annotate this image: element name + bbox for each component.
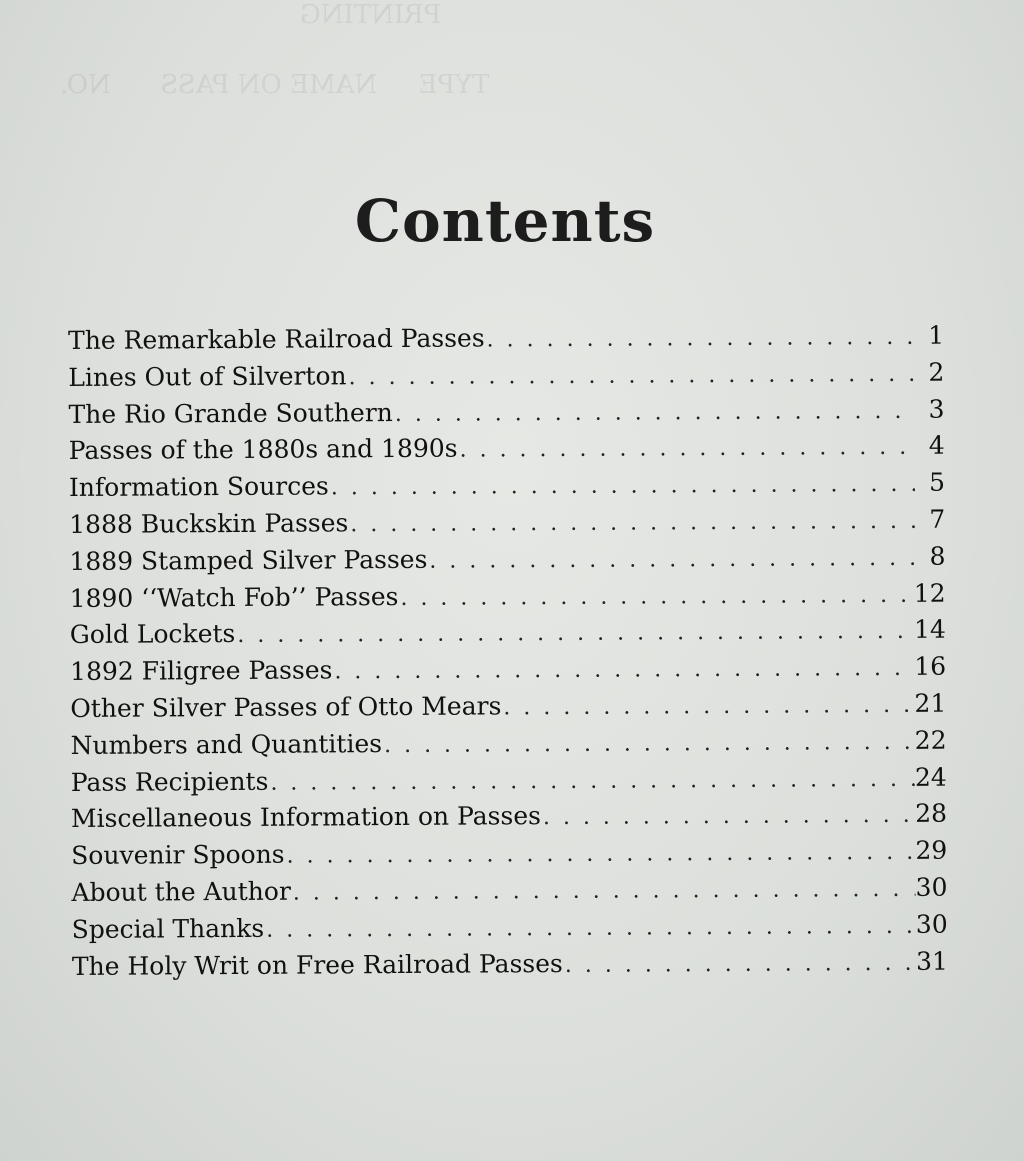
toc-entry-page-number: 14 xyxy=(913,615,946,645)
toc-entry xyxy=(69,468,945,510)
toc-dot-leader xyxy=(395,398,915,426)
toc-entry-title: The Holy Writ on Free Railroad Passes xyxy=(71,948,563,981)
toc-entry-title: Pass Recipients xyxy=(70,766,269,797)
toc-dot-leader xyxy=(487,325,915,353)
toc-entry-title: The Rio Grande Southern xyxy=(68,397,393,429)
toc-dot-leader xyxy=(543,803,915,830)
toc-dot-leader xyxy=(287,840,916,869)
toc-entry-title: Lines Out of Silverton xyxy=(68,361,347,392)
toc-dot-leader xyxy=(565,950,916,977)
toc-entry xyxy=(71,836,947,878)
toc-dot-leader xyxy=(293,877,916,906)
toc-entry xyxy=(68,321,944,363)
toc-entry xyxy=(70,652,946,694)
show-through-text: TYPE NAME ON PASS NO. xyxy=(60,70,490,100)
toc-dot-leader xyxy=(349,362,915,390)
toc-entry-title: Other Silver Passes of Otto Mears xyxy=(70,691,502,723)
toc-entry-title: 1890 ‘‘Watch Fob’’ Passes xyxy=(69,581,399,613)
toc-entry-title: The Remarkable Railroad Passes xyxy=(68,323,485,355)
toc-entry-title: 1892 Filigree Passes xyxy=(70,655,333,687)
toc-entry-page-number: 29 xyxy=(915,835,948,865)
toc-entry-title: Gold Lockets xyxy=(69,619,236,650)
toc-entry-page-number: 7 xyxy=(929,504,946,534)
toc-dot-leader xyxy=(350,509,915,537)
toc-entry xyxy=(70,725,946,767)
toc-entry-page-number: 21 xyxy=(914,688,947,718)
toc-entry xyxy=(69,541,945,583)
show-through-text: PRINTING xyxy=(300,0,442,30)
toc-entry xyxy=(68,394,944,436)
toc-dot-leader xyxy=(384,730,915,758)
toc-entry xyxy=(70,615,946,657)
toc-entry-page-number: 30 xyxy=(915,872,948,902)
toc-entry-page-number: 1 xyxy=(928,320,945,350)
toc-entry-title: Souvenir Spoons xyxy=(71,839,285,871)
toc-entry-page-number: 28 xyxy=(915,798,948,829)
toc-entry xyxy=(72,946,948,988)
toc-dot-leader xyxy=(270,766,915,795)
toc-entry xyxy=(71,873,947,915)
toc-dot-leader xyxy=(266,914,916,943)
toc-dot-leader xyxy=(503,693,914,721)
toc-entry-title: 1889 Stamped Silver Passes xyxy=(69,544,428,576)
toc-dot-leader xyxy=(400,582,914,610)
toc-entry xyxy=(70,578,946,620)
toc-entry-page-number: 3 xyxy=(928,394,945,424)
toc-entry xyxy=(69,505,945,547)
toc-entry xyxy=(71,799,947,841)
toc-entry-title: Miscellaneous Information on Passes xyxy=(70,801,542,834)
toc-entry xyxy=(70,689,946,731)
toc-entry-page-number: 2 xyxy=(928,357,945,387)
toc-dot-leader xyxy=(334,656,914,685)
toc-dot-leader xyxy=(331,472,915,501)
toc-entry xyxy=(72,909,948,951)
toc-entry-page-number: 12 xyxy=(913,578,946,608)
page-title: Contents xyxy=(354,186,656,255)
toc-entry-page-number: 5 xyxy=(928,467,946,497)
toc-entry-title: About the Author xyxy=(71,876,291,907)
toc-entry-page-number: 31 xyxy=(915,946,948,976)
toc-entry xyxy=(69,431,945,473)
toc-entry-title: Special Thanks xyxy=(71,913,265,944)
toc-dot-leader xyxy=(237,619,914,648)
toc-entry-page-number: 4 xyxy=(928,431,945,461)
toc-entry xyxy=(68,357,944,399)
toc-entry-page-number: 8 xyxy=(929,541,946,571)
toc-entry xyxy=(71,762,947,804)
table-of-contents xyxy=(68,321,948,989)
toc-entry-title: Information Sources xyxy=(68,471,329,503)
toc-entry-page-number: 22 xyxy=(914,725,947,755)
toc-entry-title: Passes of the 1880s and 1890s xyxy=(68,434,458,466)
toc-entry-title: Numbers and Quantities xyxy=(70,728,383,760)
toc-entry-title: 1888 Buckskin Passes xyxy=(69,508,349,539)
toc-dot-leader xyxy=(429,546,915,574)
toc-entry-page-number: 30 xyxy=(915,909,948,939)
toc-entry-page-number: 16 xyxy=(914,651,947,682)
toc-dot-leader xyxy=(459,435,914,463)
toc-entry-page-number: 24 xyxy=(914,762,947,792)
